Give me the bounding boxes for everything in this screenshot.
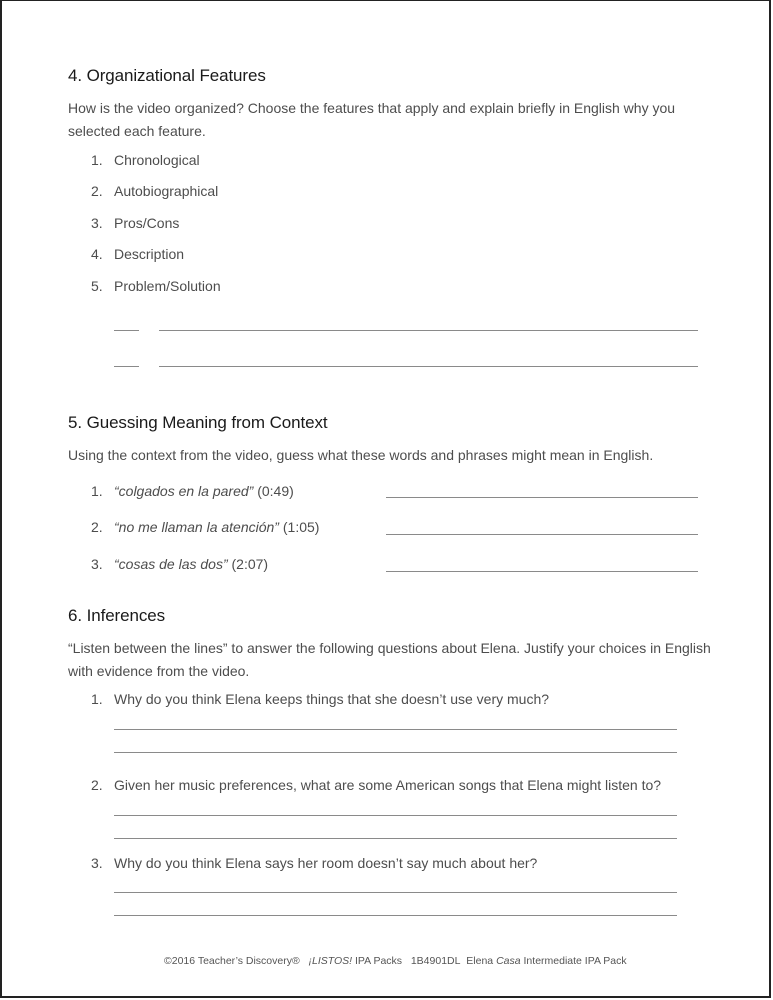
inference-question-2	[91, 777, 661, 793]
option-number: 3.	[91, 215, 103, 231]
option-label: Pros/Cons	[114, 215, 180, 231]
phrase-text: “colgados en la pared”	[114, 483, 254, 499]
inference-1-answer-line-2[interactable]	[114, 752, 677, 753]
phrase-item-3	[91, 556, 268, 572]
feature-explanation-line-1[interactable]	[159, 330, 698, 331]
phrase-text: “no me llaman la atención”	[114, 519, 279, 535]
section-6-instructions: “Listen between the lines” to answer the following questions about Elena. Justify your choices in English with evidence from the video.	[68, 640, 711, 679]
inference-2-answer-line-2[interactable]	[114, 838, 677, 839]
section-5-heading: 5. Guessing Meaning from Context	[68, 413, 328, 432]
question-text: Why do you think Elena keeps things that she doesn’t use very much?	[114, 691, 550, 707]
option-autobiographical	[91, 183, 218, 199]
option-description	[91, 246, 184, 262]
feature-number-blank-1[interactable]	[114, 330, 139, 331]
inference-3-answer-line-2[interactable]	[114, 915, 677, 916]
question-number: 1.	[91, 691, 103, 707]
phrase-timestamp: (2:07)	[231, 556, 269, 572]
phrase-answer-line-3[interactable]	[386, 571, 698, 572]
option-chronological	[91, 152, 200, 168]
option-label: Description	[114, 246, 185, 262]
phrase-timestamp: (0:49)	[257, 483, 294, 499]
feature-explanation-line-2[interactable]	[159, 366, 698, 367]
footer-title-italic: Casa	[496, 955, 521, 967]
option-label: Chronological	[114, 152, 200, 168]
inference-2-answer-line-1[interactable]	[114, 815, 677, 816]
phrase-item-2	[91, 519, 319, 535]
phrase-item-1	[91, 483, 294, 499]
inference-question-3	[91, 855, 537, 871]
section-6-heading: 6. Inferences	[68, 606, 165, 625]
option-number: 2.	[91, 183, 103, 199]
footer-series-suffix: IPA Packs	[354, 955, 403, 967]
option-problem-solution	[91, 278, 221, 294]
option-number: 1.	[91, 152, 103, 168]
section-5-instructions: Using the context from the video, guess what these words and phrases might mean in English.	[68, 447, 654, 463]
option-label: Autobiographical	[114, 183, 219, 199]
option-number: 4.	[91, 246, 103, 262]
page-footer	[164, 955, 627, 967]
footer-title-suffix: Intermediate IPA Pack	[523, 955, 627, 967]
phrase-number: 2.	[91, 519, 103, 535]
footer-product-code: 1B4901DL	[410, 955, 461, 967]
question-number: 2.	[91, 777, 103, 793]
phrase-timestamp: (1:05)	[282, 519, 320, 535]
inference-3-answer-line-1[interactable]	[114, 892, 677, 893]
option-number: 5.	[91, 278, 103, 294]
question-text: Given her music preferences, what are some American songs that Elena might listen to?	[114, 777, 662, 793]
feature-number-blank-2[interactable]	[114, 366, 139, 367]
phrase-answer-line-2[interactable]	[386, 534, 698, 535]
question-number: 3.	[91, 855, 103, 871]
option-pros-cons	[91, 215, 179, 231]
footer-copyright: ©2016 Teacher’s Discovery®	[164, 955, 300, 967]
phrase-number: 3.	[91, 556, 103, 572]
footer-series: ¡LISTOS!	[308, 955, 353, 967]
phrase-answer-line-1[interactable]	[386, 497, 698, 498]
inference-question-1	[91, 691, 549, 707]
footer-title-prefix: Elena	[466, 955, 494, 967]
phrase-number: 1.	[91, 483, 103, 499]
question-text: Why do you think Elena says her room doesn’t say much about her?	[114, 855, 538, 871]
option-label: Problem/Solution	[114, 278, 221, 294]
section-4-instructions: How is the video organized? Choose the features that apply and explain briefly in English why you selected each feature.	[68, 100, 676, 139]
phrase-text: “cosas de las dos”	[114, 556, 228, 572]
section-4-heading: 4. Organizational Features	[68, 66, 266, 85]
inference-1-answer-line-1[interactable]	[114, 729, 677, 730]
